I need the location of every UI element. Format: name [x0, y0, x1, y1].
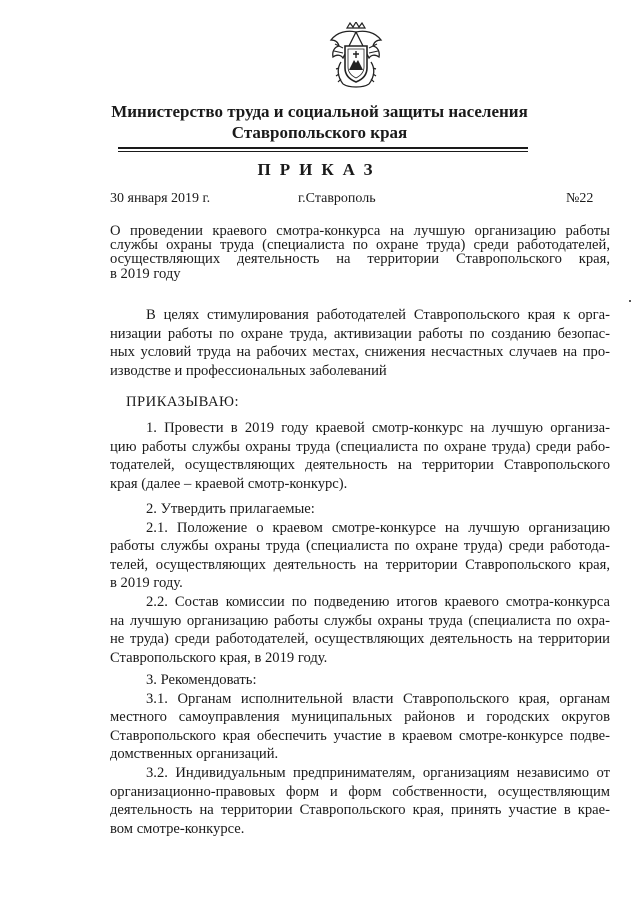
subject-line: службы охраны труда (специалиста по охране труда) среди работодателей, — [110, 237, 610, 254]
body-line: 1. Провести в 2019 году краевой смотр-конкурс на лучшую организа- — [146, 420, 610, 436]
subject-line: осуществляющих деятельность на территории Ставропольского края, — [110, 251, 610, 268]
body-line: 3.1. Органам исполнительной власти Ставропольского края, органам — [146, 690, 610, 707]
document-type-title: ПРИКАЗ — [257, 160, 382, 179]
body-line: края (далее – краевой смотр-конкурс). — [110, 475, 348, 492]
header-divider — [118, 147, 528, 149]
ministry-name-line1: Министерство труда и социальной защиты населения — [111, 102, 528, 121]
body-line: 3.2. Индивидуальным предпринимателям, организациям независимо от — [146, 764, 610, 781]
order-number: №22 — [566, 191, 594, 206]
item-3 — [110, 671, 610, 838]
body-line: 3. Рекомендовать: — [146, 672, 257, 688]
body-line: 2.2. Состав комиссии по подведению итогов краевого смотра-конкурса — [146, 593, 610, 610]
body-line: В целях стимулирования работодателей Ставропольского края к орга- — [146, 307, 610, 323]
item-1 — [110, 419, 610, 493]
body-line: 2.1. Положение о краевом смотре-конкурсе на лучшую организацию — [146, 519, 610, 536]
order-subject — [110, 224, 610, 281]
coat-of-arms-icon — [327, 22, 385, 90]
subject-line: в 2019 году — [110, 265, 181, 282]
body-line: деятельность на территории Ставропольского края, принять участие в крае- — [110, 802, 610, 819]
header-divider-thin — [118, 151, 528, 152]
body-line: 2. Утвердить прилагаемые: — [146, 501, 315, 517]
subject-line: О проведении краевого смотра-конкурса на лучшую организацию работы — [110, 223, 610, 239]
body-line: организационно-правовых форм и форм собственности, осуществляющим — [110, 783, 610, 800]
body-line: в 2019 году. — [110, 575, 183, 592]
order-city: г.Ставрополь — [298, 191, 376, 206]
body-line: низации работы по охране труда, активизации работы по созданию безопас- — [110, 325, 610, 342]
body-line: изводстве и профессиональных заболеваний — [110, 362, 387, 379]
scan-speck — [629, 300, 631, 302]
body-line: цию работы службы охраны труда (специалиста по охране труда) среди рабо- — [110, 438, 610, 455]
prikazyvayu-heading: ПРИКАЗЫВАЮ: — [126, 394, 240, 410]
preamble-paragraph — [110, 306, 610, 380]
order-word — [110, 393, 610, 412]
body-line: тодателей, осуществляющих деятельность на территории Ставропольского — [110, 457, 610, 474]
body-line: ных условий труда на рабочих местах, снижения несчастных случаев на про- — [110, 344, 610, 361]
body-line: телей, осуществляющих деятельность на территории Ставропольского края, — [110, 556, 610, 573]
body-line: местного самоуправления муниципальных районов и городских округов — [110, 709, 610, 726]
body-line: на лучшую организацию работы службы охраны труда (специалиста по охра- — [110, 612, 610, 629]
item-2 — [110, 500, 610, 667]
body-line: не труда) среди работодателей, осуществляющих деятельность на территории — [110, 631, 610, 648]
body-line: домственных организаций. — [110, 746, 279, 763]
body-line: вом смотре-конкурсе. — [110, 820, 245, 837]
body-line: Ставропольского края обеспечить участие в краевом смотре-конкурсе подве- — [110, 727, 610, 744]
body-line: работы службы охраны труда (специалиста по охране труда) среди работода- — [110, 538, 610, 555]
body-line: Ставропольского края, в 2019 году. — [110, 649, 328, 666]
ministry-name-line2: Ставропольского края — [231, 123, 408, 142]
order-date: 30 января 2019 г. — [110, 191, 211, 206]
